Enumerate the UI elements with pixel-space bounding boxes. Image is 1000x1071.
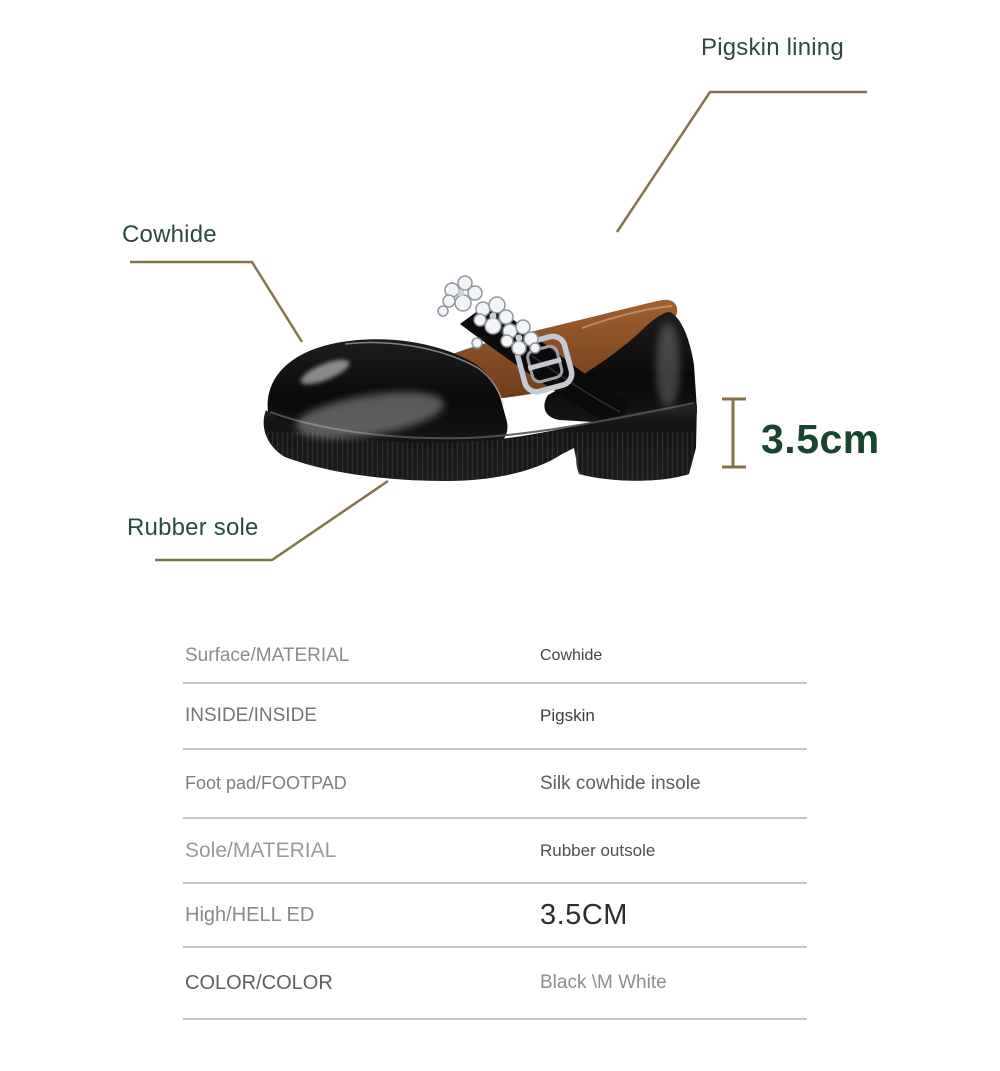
heel-gloss-highlight bbox=[656, 323, 680, 407]
spec-value: Black \M White bbox=[540, 972, 667, 993]
spec-label: Foot pad/FOOTPAD bbox=[185, 773, 347, 793]
spec-row-surface bbox=[183, 630, 807, 684]
spec-table bbox=[183, 630, 807, 1022]
spec-label: COLOR/COLOR bbox=[185, 971, 333, 994]
spec-label: High/HELL ED bbox=[185, 903, 315, 926]
pigskin-callout-line bbox=[617, 92, 867, 232]
spec-row-heel-height bbox=[183, 884, 807, 948]
spec-row-footpad bbox=[183, 750, 807, 819]
heel-height-measure-line bbox=[722, 399, 746, 467]
spec-row-inside bbox=[183, 684, 807, 750]
spec-value: Silk cowhide insole bbox=[540, 772, 701, 794]
pigskin-lining-label: Pigskin lining bbox=[701, 34, 844, 61]
spec-label: INSIDE/INSIDE bbox=[185, 705, 317, 726]
spec-value: Rubber outsole bbox=[540, 840, 656, 860]
spec-value: 3.5CM bbox=[540, 898, 628, 931]
heel-height-label: 3.5cm bbox=[761, 416, 880, 462]
rubber-sole-label: Rubber sole bbox=[127, 514, 259, 541]
spec-value: Cowhide bbox=[540, 647, 603, 664]
spec-label: Sole/MATERIAL bbox=[185, 838, 337, 862]
spec-label: Surface/MATERIAL bbox=[185, 645, 350, 666]
shoe-photo bbox=[230, 260, 720, 500]
spec-value: Pigskin bbox=[540, 706, 595, 725]
spec-row-color bbox=[183, 948, 807, 1020]
cowhide-label: Cowhide bbox=[122, 221, 217, 248]
spec-row-sole bbox=[183, 819, 807, 884]
